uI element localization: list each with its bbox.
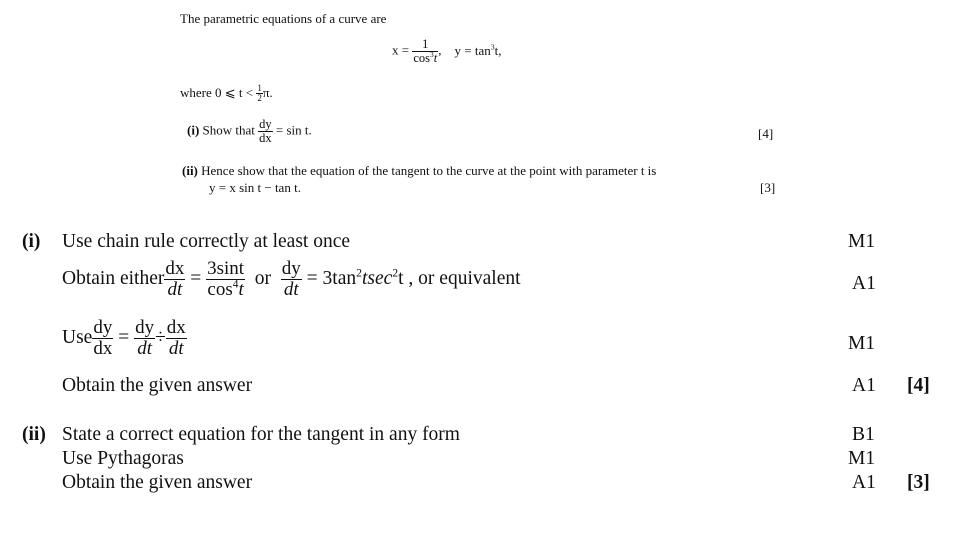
scheme-i-row-4-mark: A1 — [852, 375, 876, 396]
scheme-ii-total: [3] — [907, 472, 930, 493]
scheme-ii-row-2-mark: M1 — [848, 448, 876, 469]
eq-x-fraction — [412, 38, 438, 65]
scheme-ii-row-3-mark: A1 — [852, 472, 876, 493]
scheme-ii-row-1: State a correct equation for the tangent in any form — [62, 424, 460, 445]
part-ii-label: (ii) — [182, 163, 198, 178]
part-i-question-marks: [4] — [758, 126, 774, 141]
eq-x-denominator: $\cos^3t$ — [413, 49, 438, 66]
part-i-question: (i) Show that $\frac{dy}{dx}$ = sin t. — [187, 117, 312, 146]
eq-y: $y = \tan^3t$, — [454, 42, 502, 58]
part-ii-result: y = x sin t − tan t. — [209, 180, 301, 195]
question-intro: The parametric equations of a curve are — [180, 11, 387, 26]
scheme-i-row-3-mark: M1 — [848, 333, 876, 354]
eq-x-lhs: x = — [392, 42, 410, 58]
eq-separator: , — [438, 42, 442, 58]
scheme-part-ii-label: (ii) — [22, 424, 46, 445]
eq-x-numerator: 1 — [412, 38, 438, 52]
part-ii-question: (ii) Hence show that the equation of the tangent to the curve at the point with parameter t is — [182, 163, 657, 178]
scheme-ii-row-2: Use Pythagoras — [62, 448, 184, 469]
parameter-range: where 0 ⩽ t < $\frac{1}{2}$ π. — [180, 83, 273, 104]
part-i-label: (i) — [187, 122, 200, 138]
scheme-i-row-3: Use $\frac{dy}{dx}$ = $\frac{dy}{dt}$ ÷ $\frac{dx}{dt}$ — [62, 317, 186, 359]
scheme-i-row-4: Obtain the given answer — [62, 375, 253, 396]
scheme-i-total: [4] — [907, 375, 930, 396]
scheme-i-row-2-mark: A1 — [852, 273, 876, 294]
scheme-i-row-2: Obtain either $\frac{dx}{dt}$ = $\frac{3\sin t}{\cos^4t}$ or $\frac{dy}{dt}$ = $3\tan^2tsec^2t$ , or equivalent — [62, 258, 521, 300]
scheme-ii-row-1-mark: B1 — [852, 424, 875, 445]
scheme-i-row-1-mark: M1 — [848, 231, 876, 252]
scheme-ii-row-3: Obtain the given answer — [62, 472, 253, 493]
parametric-equations — [392, 38, 502, 65]
scheme-part-i-label: (i) — [22, 231, 41, 252]
part-ii-question-marks: [3] — [760, 180, 776, 195]
scheme-i-row-1: Use chain rule correctly at least once — [62, 231, 351, 252]
